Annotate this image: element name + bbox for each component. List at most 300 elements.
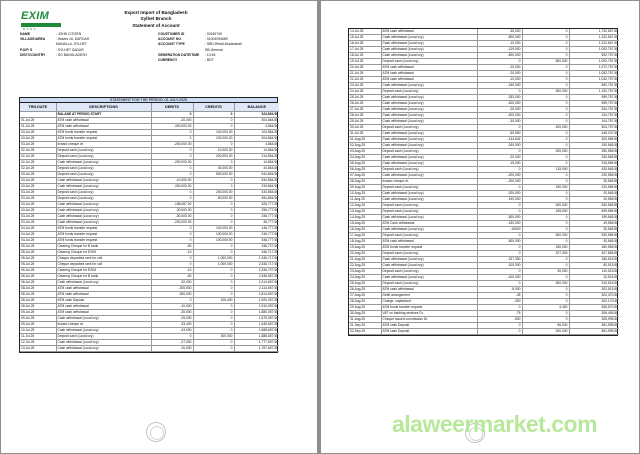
cell-desc: ATM cash withdrawal	[56, 118, 151, 124]
cell-credit: 100,000.00	[193, 136, 234, 142]
cell-debit: 0	[151, 136, 193, 142]
cell-desc: Cash withdrawal (Local ccy)	[56, 160, 151, 166]
cell-desc: Clearing Cheque for EXIM	[56, 250, 151, 256]
cell-balance: 30,565.50	[569, 179, 619, 185]
cell-balance: 1,072,757.50	[569, 65, 619, 71]
cell-balance: 1,888,657.50	[234, 334, 279, 340]
cell-credit: 0	[522, 293, 569, 299]
cell-debit: -8,000	[477, 287, 522, 293]
cell-date: 09.Jul.25	[20, 322, 56, 328]
cell-debit: -10	[151, 250, 193, 256]
cell-debit: -32,000	[151, 280, 193, 286]
cell-debit: -10,000	[151, 304, 193, 310]
cell-date: 03.Aug.25	[349, 149, 381, 155]
cell-debit: 0	[477, 329, 522, 335]
cell-debit: 0	[477, 185, 522, 191]
cell-desc: ATM funds transfer request	[56, 238, 151, 244]
cell-date: 03.Jul.25	[20, 184, 56, 190]
cell-desc: Cash withdrawal (Local ccy)	[381, 155, 477, 161]
customer-info-right	[158, 32, 278, 63]
cell-date: 31.Jul.25	[349, 131, 381, 137]
cell-credit: 0	[522, 131, 569, 137]
cell-debit: 0	[477, 245, 522, 251]
cell-credit: 300,000	[522, 89, 569, 95]
statement-page-2	[321, 1, 639, 453]
cell-balance: 1,052,757.50	[569, 71, 619, 77]
cell-debit: -500,000	[477, 239, 522, 245]
cell-desc: Clearing Cheque for EXIM	[56, 268, 151, 274]
info-value: : JOHN CITIZEN	[56, 32, 82, 36]
cell-debit: -200,000	[151, 286, 193, 292]
cell-desc: Deposit cash (Local ccy)	[56, 154, 151, 160]
cell-balance: 544,864.50	[234, 172, 279, 178]
cell-date: 04.Jul.25	[20, 226, 56, 232]
cell-date: 12.Jul.25	[20, 340, 56, 346]
cell-desc: Clearing Cheque for B bank	[56, 274, 151, 280]
cell-debit: -500,000	[477, 215, 522, 221]
cell-date: 03.Jul.25	[20, 214, 56, 220]
cell-credit: 0	[522, 53, 569, 59]
cell-date: 03.Jul.25	[20, 136, 56, 142]
cell-balance: 199,565.50	[569, 215, 619, 221]
cell-debit: -15,000	[477, 161, 522, 167]
cell-debit: -200,000	[477, 191, 522, 197]
cell-debit: -200,000.00	[151, 142, 193, 148]
cell-date: 01.Sep.25	[349, 323, 381, 329]
cell-balance: 134,757.50	[569, 113, 619, 119]
cell-balance: 302,470.50	[569, 293, 619, 299]
cell-desc: ATM funds transfer request	[381, 305, 477, 311]
cell-debit: 0	[477, 305, 522, 311]
cell-balance: 306,495.50	[569, 311, 619, 317]
cell-debit: -150,000	[477, 83, 522, 89]
cell-debit: 0	[151, 190, 193, 196]
cell-credit: 0	[522, 257, 569, 263]
cell-credit: 0	[522, 311, 569, 317]
cell-date: 08.Jul.25	[20, 292, 56, 298]
cell-balance: 315,565.50	[569, 161, 619, 167]
cell-desc: ATM cash Deposit	[381, 329, 477, 335]
cell-balance: 892,757.50	[569, 83, 619, 89]
cell-desc: Cash withdrawal (Local ccy)	[56, 202, 151, 208]
cell-credit: 56,000	[522, 323, 569, 329]
cell-debit: -400,000	[477, 101, 522, 107]
cell-credit: 0	[522, 287, 569, 293]
cell-desc: Deposit cash (Local ccy)	[381, 269, 477, 275]
cell-balance: 150,565.50	[569, 143, 619, 149]
cell-date: 13.Aug.25	[349, 209, 381, 215]
cell-balance: 326,777.50	[234, 202, 279, 208]
cell-date: 30.Aug.25	[349, 311, 381, 317]
cell-date: 07.Aug.25	[349, 173, 381, 179]
info-label: P.O/P. S	[20, 47, 33, 52]
cell-desc: ATM funds transfer request	[56, 130, 151, 136]
cell-balance: 494,864.50	[234, 196, 279, 202]
cell-desc: Cash withdrawal (Local ccy)	[381, 263, 477, 269]
cell-desc: Deposit cash (Local ccy)	[381, 89, 477, 95]
cell-credit: 0	[193, 268, 234, 274]
cell-date: 16.Jul.25	[349, 41, 381, 47]
cell-credit: 169,000	[522, 209, 569, 215]
cell-balance: 1,777,657.50	[234, 340, 279, 346]
cell-balance: 1,232,657.50	[569, 35, 619, 41]
cell-credit: 150,000	[522, 245, 569, 251]
cell-date: 14.Jul.25	[349, 29, 381, 35]
cell-balance: 302,170.50	[569, 299, 619, 305]
cell-date: 17.Jul.25	[349, 47, 381, 53]
cell-debit: 0	[477, 281, 522, 287]
cell-debit: -500,000	[477, 35, 522, 41]
cell-credit: 0	[193, 310, 234, 316]
cell-credit: 60,000.00	[193, 196, 234, 202]
cell-date: 03.Jul.25	[20, 190, 56, 196]
cell-credit: 0	[522, 227, 569, 233]
cell-date: 02.Aug.25	[349, 143, 381, 149]
cell-debit: -150,000	[477, 221, 522, 227]
cell-date: 03.Jul.25	[20, 178, 56, 184]
cell-date: 01.Jul.25	[20, 124, 56, 130]
cell-balance: 534,864.50	[234, 178, 279, 184]
cell-credit: 0	[522, 119, 569, 125]
cell-debit: 0	[477, 251, 522, 257]
cell-credit: 200,000	[522, 149, 569, 155]
cell-desc: Cash withdrawal (Local ccy)	[56, 178, 151, 184]
cell-balance: 146,777.50	[234, 226, 279, 232]
cell-date: 25.Aug.25	[349, 281, 381, 287]
cell-balance: 330,565.50	[569, 155, 619, 161]
bank-header	[81, 10, 231, 29]
cell-desc: Cash withdrawal (Local ccy)	[56, 184, 151, 190]
cell-desc: Deposit cash (Local ccy)	[381, 233, 477, 239]
cell-date: 31.Aug.25	[349, 317, 381, 323]
cell-balance: 346,717.50	[234, 250, 279, 256]
cell-desc: ATM cash withdrawal	[56, 124, 151, 130]
cell-desc: Cash withdrawal (Local ccy)	[381, 275, 477, 281]
info-row-currency	[158, 58, 278, 63]
cell-balance: 534,757.50	[569, 107, 619, 113]
cell-credit: 100,000.00	[193, 130, 234, 136]
cell-credit: 0	[193, 250, 234, 256]
cell-credit: 0	[522, 77, 569, 83]
cell-balance: 1,192,757.50	[569, 89, 619, 95]
info-label: VILLAGE/AREA	[20, 37, 46, 42]
cell-credit: 1,000,000	[193, 256, 234, 262]
cell-balance: 30,565.50	[569, 227, 619, 233]
cell-balance: 2,346,707.50	[234, 268, 279, 274]
cell-date: 05.Aug.25	[349, 161, 381, 167]
cell-desc: Cash withdrawal (Local ccy)	[381, 35, 477, 41]
cell-credit: 520,000	[522, 203, 569, 209]
cell-credit: 0	[522, 137, 569, 143]
cell-date: 02.Sep.25	[349, 329, 381, 335]
cell-date: 27.Jul.25	[349, 107, 381, 113]
cell-date: 02.Jul.25	[20, 160, 56, 166]
cell-balance: 10,515.50	[569, 275, 619, 281]
cell-debit: 0	[151, 130, 193, 136]
cell-date: 18.Jul.25	[349, 53, 381, 59]
cell-balance: 14,864.50	[234, 148, 279, 154]
cell-credit: 0	[522, 101, 569, 107]
info-value: : 01004094689	[205, 37, 228, 42]
cell-credit: 0	[193, 214, 234, 220]
cell-debit: -35,000	[477, 29, 522, 35]
cell-desc: ATM cash Deposit	[381, 323, 477, 329]
cell-desc: Cash withdrawal (Local ccy)	[381, 215, 477, 221]
cell-date: 03.Jul.25	[20, 202, 56, 208]
cell-debit: 0	[151, 256, 193, 262]
cell-credit: 0	[193, 118, 234, 124]
cell-desc: VAT on banking services Dr.	[381, 311, 477, 317]
cell-desc: Deposit cash (Local ccy)	[381, 125, 477, 131]
cell-desc: ATM cash withdrawal	[381, 239, 477, 245]
header-desc: DESCRIPTIONS	[56, 103, 151, 112]
cell-credit: 0	[193, 202, 234, 208]
cell-desc: Deposit cash (Local ccy)	[381, 209, 477, 215]
cell-debit: -10,000	[477, 77, 522, 83]
cell-debit: 0	[151, 154, 193, 160]
cell-debit: 0	[477, 203, 522, 209]
cell-balance: 104,757.50	[569, 119, 619, 125]
cell-credit: 500,000	[522, 59, 569, 65]
cell-balance: 300,565.50	[569, 137, 619, 143]
cell-debit: 0	[151, 238, 193, 244]
cell-debit: -168,087.00	[151, 202, 193, 208]
cell-desc: ATM cash withdrawal	[56, 304, 151, 310]
bank-title: Export Import of Bangladesh	[124, 10, 188, 15]
cell-date: 08.Jul.25	[20, 298, 56, 304]
info-label: ACCOUNT TYPE	[158, 42, 185, 47]
cell-debit: 0	[477, 269, 522, 275]
cell-credit: 0	[193, 124, 234, 130]
cell-date: 03.Jul.25	[20, 172, 56, 178]
info-value: MAHALLA, SYLHET	[56, 42, 87, 47]
cell-debit: -253,000	[477, 95, 522, 101]
cell-debit: -200,000	[477, 179, 522, 185]
cell-desc: ATM funds transfer request	[56, 136, 151, 142]
cell-balance: 80,515.50	[569, 263, 619, 269]
cell-debit: 0	[151, 112, 193, 118]
cell-desc: Cash withdrawal (Local ccy)	[381, 257, 477, 263]
cell-balance: 230,565.50	[569, 173, 619, 179]
cell-date: 12.Aug.25	[349, 203, 381, 209]
info-label: NAME	[20, 32, 30, 36]
cell-balance: 310,515.50	[569, 281, 619, 287]
cell-credit: 0	[522, 95, 569, 101]
doc-title: Statement of Account	[132, 22, 180, 28]
cell-date: 10.Aug.25	[349, 191, 381, 197]
info-value: : SO BANGLADESH	[56, 52, 87, 57]
info-row-dist	[20, 53, 140, 58]
cell-desc: Charge- capitalized	[381, 299, 477, 305]
exim-logo	[21, 10, 61, 34]
cell-balance: 49,565.50	[569, 221, 619, 227]
cell-balance: 2,346,717.50	[234, 262, 279, 268]
cell-debit: 0	[477, 89, 522, 95]
cell-desc: Deposit cash (Local ccy)	[381, 251, 477, 257]
cell-date: 03.Jul.25	[20, 142, 56, 148]
cell-debit: -10,000	[151, 346, 193, 352]
cell-balance: 959,757.50	[569, 95, 619, 101]
cell-date: 06.Jul.25	[20, 268, 56, 274]
cell-desc: Cash withdrawal (Local ccy)	[56, 208, 151, 214]
logo-word: EXIM	[21, 10, 50, 22]
cell-balance: 699,565.50	[569, 209, 619, 215]
cell-desc: Cash withdrawal (Local ccy)	[56, 316, 151, 322]
cell-credit: 0	[522, 179, 569, 185]
cell-debit: -43,000	[151, 328, 193, 334]
cell-balance: 20,565.50	[569, 191, 619, 197]
cell-desc: Cash withdrawal (Local ccy)	[56, 280, 151, 286]
statement-period-title: STATEMENT FOR THE PERIOD: 01-JULY-2025	[19, 97, 278, 104]
cell-debit: -200,000	[477, 173, 522, 179]
info-label: COUSTOMER ID	[158, 32, 185, 36]
cell-desc: ATM funds transfer request	[56, 226, 151, 232]
cell-debit: 0	[151, 166, 193, 172]
cell-debit: -45	[477, 293, 522, 299]
cell-desc: ATM funds transfer request	[56, 232, 151, 238]
cell-desc: Deposit cash (Local ccy)	[381, 167, 477, 173]
cell-date: 23.Aug.25	[349, 269, 381, 275]
cell-balance: 220,565.50	[569, 185, 619, 191]
cell-date: 19.Jul.25	[349, 59, 381, 65]
cell-date: 28.Aug.25	[349, 299, 381, 305]
cell-balance: 559,757.50	[569, 101, 619, 107]
cell-debit: 0	[477, 167, 522, 173]
cell-desc: Cash withdrawal (Local ccy)	[381, 101, 477, 107]
cell-debit: -25,000	[477, 107, 522, 113]
cell-desc: Inward cheque dr.	[56, 142, 151, 148]
cell-debit: -300,000.00	[151, 184, 193, 190]
cell-desc: Cash withdrawal (Local ccy)	[381, 107, 477, 113]
cell-balance: 445,207.50	[569, 131, 619, 137]
cell-debit: 0	[151, 298, 193, 304]
cell-date: 24.Aug.25	[349, 275, 381, 281]
cell-debit: -200,000.00	[151, 220, 193, 226]
cell-desc: Cash withdrawal (Local ccy)	[381, 161, 477, 167]
cell-debit: -227,350	[477, 257, 522, 263]
cell-date: 01.Jul.25	[20, 118, 56, 124]
cell-debit: -190,000	[477, 197, 522, 203]
transactions-table-page-2	[349, 29, 619, 335]
cell-balance: 214,864.50	[234, 154, 279, 160]
cell-date: 16.Aug.25	[349, 227, 381, 233]
cell-credit: 4,400	[522, 305, 569, 311]
cell-desc: Cash withdrawal (Local ccy)	[381, 113, 477, 119]
cell-credit: 300,000	[522, 281, 569, 287]
cell-desc: Cash withdrawal (Local ccy)	[56, 328, 151, 334]
logo-sub: BANK	[23, 27, 38, 31]
cell-credit: 0	[193, 304, 234, 310]
cell-debit: -75	[477, 311, 522, 317]
cell-desc: Cheque deposited sent for coll	[56, 256, 151, 262]
cell-date: 20.Aug.25	[349, 251, 381, 257]
cell-desc: Deposit cash (Local ccy)	[56, 334, 151, 340]
cell-desc: Cheque Issued commission Dr.	[381, 317, 477, 323]
cell-desc: Cash withdrawal (Local ccy)	[381, 227, 477, 233]
cell-date: 25.Jul.25	[349, 95, 381, 101]
cell-date: 22.Aug.25	[349, 263, 381, 269]
cell-date: 21.Aug.25	[349, 257, 381, 263]
cell-balance: 1,732,657.50	[569, 29, 619, 35]
header-credit: CREDITS	[193, 103, 234, 112]
cell-balance: 302,515.50	[569, 287, 619, 293]
cell-desc: Deposit cash (Local ccy)	[381, 281, 477, 287]
cell-date: 18.Aug.25	[349, 239, 381, 245]
cell-balance: 305,995.50	[569, 317, 619, 323]
cell-desc: ATM cash withdrawal	[381, 71, 477, 77]
cell-desc: Deposit cash (Local ccy)	[381, 149, 477, 155]
cell-date: 05.Jul.25	[20, 250, 56, 256]
cell-balance: 530,565.50	[569, 233, 619, 239]
cell-date: 26.Jul.25	[349, 101, 381, 107]
info-value: SB-General	[205, 47, 223, 52]
cell-debit: -100,000	[477, 275, 522, 281]
cell-date: 03.Jul.25	[20, 130, 56, 136]
cell-credit: 500,000	[522, 233, 569, 239]
cell-credit: 0	[522, 173, 569, 179]
cell-balance: 430,565.50	[569, 167, 619, 173]
transactions-table-page-1	[20, 103, 279, 352]
cell-credit: 0	[522, 107, 569, 113]
cell-desc: Cash withdrawal (Local ccy)	[381, 83, 477, 89]
table-row	[20, 346, 279, 352]
cell-debit: -400,000	[477, 113, 522, 119]
cell-credit: 0	[193, 160, 234, 166]
cell-date: 26.Aug.25	[349, 287, 381, 293]
cell-debit: -300,000	[151, 292, 193, 298]
cell-desc: Cash withdrawal (Local ccy)	[381, 173, 477, 179]
transactions-box-page-1	[19, 102, 278, 353]
cell-credit: 0	[193, 274, 234, 280]
cell-desc: Cash withdrawal (Local ccy)	[56, 214, 151, 220]
cell-desc: Deposit cash (Local ccy)	[56, 166, 151, 172]
cell-balance: 30,565.50	[569, 239, 619, 245]
cell-balance: 104,864.50	[234, 130, 279, 136]
cell-debit: -20,000	[477, 65, 522, 71]
cell-credit: 190,000	[522, 185, 569, 191]
cell-balance: 530,565.50	[569, 203, 619, 209]
cell-debit: -30,000	[477, 119, 522, 125]
cell-desc: Deposit cash (Local ccy)	[56, 196, 151, 202]
cell-credit: 0	[193, 208, 234, 214]
cell-balance: 14,864.50	[234, 160, 279, 166]
cell-credit: 0	[522, 263, 569, 269]
cell-balance: 2,346,657.50	[234, 274, 279, 280]
cell-credit: 0	[193, 340, 234, 346]
cell-desc: Cash withdrawal (Local ccy)	[381, 47, 477, 53]
cell-balance: 1,346,717.50	[234, 256, 279, 262]
cell-date: 08.Jul.25	[20, 304, 56, 310]
cell-credit: 300,000	[193, 334, 234, 340]
cell-credit: 100,000.00	[193, 232, 234, 238]
cell-credit: 0	[193, 286, 234, 292]
cell-balance: 44,864.50	[234, 166, 279, 172]
cell-balance: 180,515.50	[569, 257, 619, 263]
info-label: CURRENCY	[158, 58, 178, 63]
cell-credit: 0	[522, 221, 569, 227]
cell-desc: Cash withdrawal (Local ccy)	[56, 346, 151, 352]
header-balance: BALANCE	[234, 103, 279, 112]
cell-debit: -10	[151, 268, 193, 274]
cell-date: 15.Jul.25	[349, 35, 381, 41]
cell-credit: 0	[522, 155, 569, 161]
cell-credit: 0	[522, 239, 569, 245]
cell-debit: 0	[477, 59, 522, 65]
info-value: : 00349749	[205, 32, 222, 36]
cell-date: 08.Aug.25	[349, 179, 381, 185]
cell-debit: -129,900	[477, 47, 522, 53]
table-row	[349, 329, 619, 335]
